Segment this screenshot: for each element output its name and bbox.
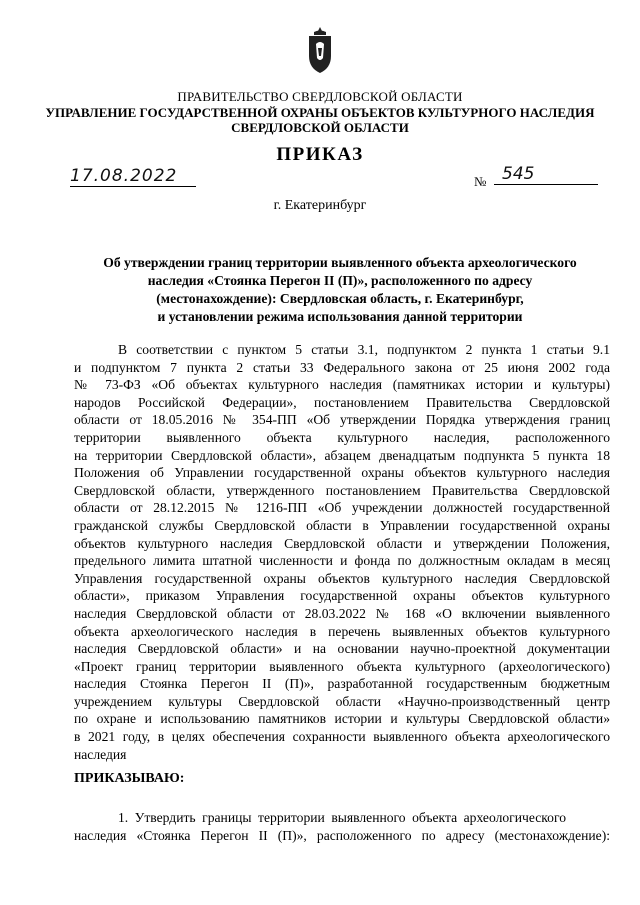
- body-line: и подпунктом 7 пункта 2 статьи 33 Федерального закона от 25 июня 2002 года: [74, 359, 610, 375]
- body-line: на территории Свердловской области», абзацем двенадцатым подпункта 5 пункта 18: [74, 447, 610, 463]
- heading-line: Об утверждении границ территории выявленного объекта археологического: [103, 255, 577, 270]
- order-date: 17.08.2022: [70, 166, 196, 187]
- body-line: территории выявленного объекта культурного наследия, расположенного: [74, 429, 610, 445]
- heading-line: и установлении режима использования данной территории: [157, 309, 523, 324]
- body-line: области от 28.12.2015 № 1216-ПП «Об учреждении должностей государственной: [74, 500, 610, 516]
- body-line: области от 18.05.2016 № 354-ПП «Об утверждении Порядка утверждения границ: [74, 412, 610, 428]
- item-line: наследия «Стоянка Перегон II (П)», расположенного по адресу (местонахождение):: [74, 827, 610, 843]
- order-item-1: [74, 809, 610, 844]
- body-line: гражданской службы Свердловской области в Управлении государственной охраны: [74, 517, 610, 533]
- item-line: 1. Утвердить границы территории выявленного объекта археологического: [118, 810, 566, 825]
- preamble-paragraph: [74, 341, 610, 763]
- body-line: «Проект границ территории выявленного объекта культурного (археологического): [74, 658, 610, 674]
- body-line: предельного лимита штатной численности и фонда по должностным окладам в месяц: [74, 553, 610, 569]
- body-line: области», приказом Управления государственной охраны объектов культурного: [74, 588, 610, 604]
- body-line: наследия Свердловской области» и на основании научно-проектной документации: [74, 641, 610, 657]
- body-line: объекта археологического наследия в перечень выявленных объектов культурного: [74, 623, 610, 639]
- department-name-line1: УПРАВЛЕНИЕ ГОСУДАРСТВЕННОЙ ОХРАНЫ ОБЪЕКТОВ КУЛЬТУРНОГО НАСЛЕДИЯ: [45, 105, 595, 120]
- order-directive: ПРИКАЗЫВАЮ:: [74, 771, 185, 786]
- body-line: объектов культурного наследия Свердловской области и утверждении Положения,: [74, 535, 610, 551]
- body-line: № 73-ФЗ «Об объектах культурного наследия (памятниках истории и культуры): [74, 377, 610, 393]
- department-name: [0, 105, 640, 135]
- body-line: Управления государственной охраны объектов культурного наследия Свердловской: [74, 570, 610, 586]
- city: г. Екатеринбург: [273, 198, 367, 213]
- order-heading: [70, 254, 610, 326]
- body-line: Свердловской области, утвержденного постановлением Правительства Свердловской: [74, 482, 610, 498]
- body-line: наследия Свердловской области от 28.03.2022 № 168 «О включении выявленного: [74, 605, 610, 621]
- coat-of-arms-icon: [305, 26, 335, 74]
- body-line: В соответствии с пунктом 5 статьи 3.1, подпунктом 2 пункта 1 статьи 9.1: [118, 342, 610, 357]
- body-line: наследия Стоянка Перегон II (П)», разработанной государственным бюджетным: [74, 676, 610, 692]
- body-line: наследия: [74, 746, 127, 762]
- government-name: ПРАВИТЕЛЬСТВО СВЕРДЛОВСКОЙ ОБЛАСТИ: [177, 89, 463, 104]
- body-line: Положения об Управлении государственной охраны объектов культурного наследия: [74, 465, 610, 481]
- document-type: ПРИКАЗ: [276, 144, 364, 165]
- body-line: в 2021 году, в целях обеспечения сохранности выявленного объекта археологического: [74, 729, 610, 745]
- order-number: 545: [494, 164, 598, 185]
- body-line: учреждением культуры Свердловской области «Научно-производственный центр: [74, 693, 610, 709]
- body-line: по охране и использованию памятников истории и культуры Свердловской области»: [74, 711, 610, 727]
- number-label: №: [474, 174, 487, 189]
- heading-line: наследия «Стоянка Перегон II (П)», расположенного по адресу: [147, 273, 533, 288]
- heading-line: (местонахождение): Свердловская область, г. Екатеринбург,: [156, 291, 524, 306]
- department-name-line2: СВЕРДЛОВСКОЙ ОБЛАСТИ: [231, 120, 409, 135]
- body-line: народов Российской Федерации», постановлением Правительства Свердловской: [74, 394, 610, 410]
